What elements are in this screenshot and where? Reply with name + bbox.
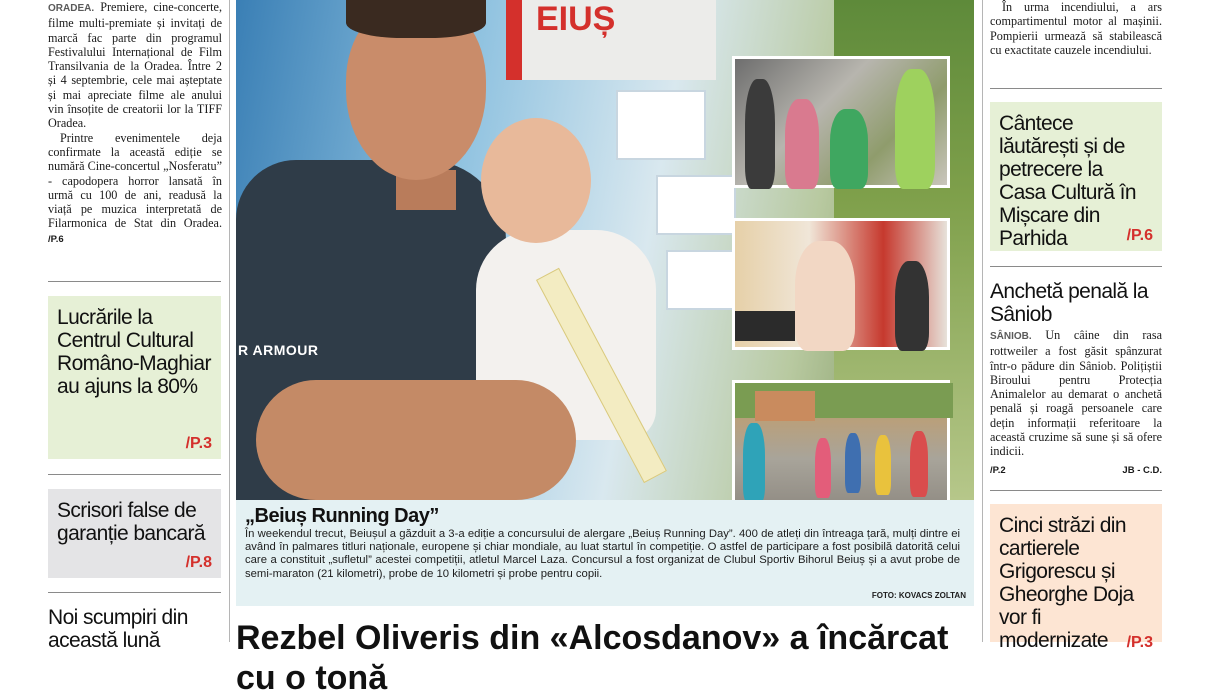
figure [795,241,855,351]
man-arm [256,380,576,500]
lead-paragraph-2 [48,131,222,247]
caption-title: „Beiuș Running Day” [245,505,439,527]
figure [815,438,831,498]
figure [875,435,891,495]
baby-face [481,118,591,243]
right-top-text: În urma incendiului, a ars compartimentul motor al mașinii. Pompierii urmează să stabilească cu exactitate cauzele incendiului. [990,0,1162,57]
house [755,391,815,421]
lead-paragraph-1 [48,0,222,131]
sponsor-board [656,175,736,235]
lead-page-ref[interactable]: /P.6 [48,233,64,245]
caption-body: În weekendul trecut, Beiușul a găzduit a 3-a ediție a concursului de alergare „Beiuș Running Day”. 400 de atleți din întreaga țară, mulți dintre ei având în palmares titluri naționale, europene și chiar mondiale, au luat startul în competiție. O astfel de participare a fost posibilă datorită celui care a constituit „sufletul” acestei competiții, atletul Marcel Laza. Concursul a fost organizat de Clubul Sportiv Bihorul Beiuș și a avut probe de semi-maraton (21 kilometri), probe de 10 kilometri și probe pentru copii. [245,528,960,580]
teaser-page-ref[interactable]: /P.3 [1126,634,1153,651]
divider [990,88,1162,89]
headline-price-increases[interactable]: Noi scumpiri din această lună [48,606,188,652]
teaser-box-bank-letters[interactable] [48,489,221,578]
story-headline[interactable]: Anchetă penală la Sâniob [990,280,1148,326]
divider [48,281,221,282]
lead-text-2: Printre evenimentele deja confirmate la această ediție se numără Cine-concertul „Nosferatu” - capodopera horror lansată în urmă cu 100 de ani, readusă la viață pe muzica interpretată de Filarmonica de Stat din Oradea. [48,130,222,231]
sponsor-board [666,250,736,310]
teaser-box-cultural-center[interactable] [48,296,221,459]
figure [785,99,819,189]
story-text: Un câine din rasa rottweiler a fost găsit spânzurat într-o pădure din Sâniob. Polițiștii Biroului pentru Protecția Animalelor au demarat o anchetă penală și roagă persoanele care dețin informații referitoare la această cruzime să sune și să ofere indicii. [990,328,1162,459]
figure [830,109,868,189]
column-separator [229,0,230,642]
photo-caption [236,500,974,606]
teaser-title: Lucrările la Centrul Cultural Româno-Maghiar au ajuns la 80% [57,306,211,398]
sponsor-board [616,90,706,160]
teaser-title: Scrisori false de garanție bancară [57,499,206,545]
inset-photo-kids-race[interactable] [732,380,950,513]
man-hair [346,0,486,38]
divider [48,592,221,593]
story-author: JB - C.D. [1122,465,1162,476]
bottom-headline[interactable]: Rezbel Oliveris din «Alcosdanov» a încărcat cu o tonă [236,619,949,697]
teaser-box-lautaresti[interactable] [990,102,1162,251]
teaser-page-ref[interactable]: /P.6 [1126,227,1153,244]
column-separator [982,0,983,642]
story-page-ref[interactable]: /P.2 [990,465,1006,476]
story-body [990,328,1162,459]
figure [845,433,861,493]
teaser-title: Cinci străzi din cartierele Grigorescu și Gheorghe Doja vor fi modernizate [999,514,1134,652]
photo-credit: FOTO: KOVACS ZOLTAN [871,591,966,600]
teaser-title: Cântece lăutărești și de petrecere la Casa Cultură în Mișcare din Parhida [999,112,1136,250]
shirt-logo: R ARMOUR [238,342,319,358]
story-kicker: SÂNIOB. [990,331,1032,342]
lead-article [48,0,222,247]
teaser-page-ref[interactable]: /P.8 [185,554,212,571]
lead-kicker: ORADEA. [48,3,95,14]
left-column [48,0,222,247]
inset-photo-finish-line[interactable] [732,218,950,350]
divider [48,474,221,475]
figure [895,261,929,351]
figure [895,69,935,189]
lead-text-1: Premiere, cine-concerte, filme multi-premiate și invitați de marcă fac parte din programul Festivalului Internațional de Film Transilvania de la Oradea. Între 2 și 4 septembrie, cele mai așteptate și mai apreciate filme ale anului vin însoțite de creatorii lor la TIFF Oradea. [48,0,222,131]
figure [910,431,928,497]
banner-strip [735,311,795,341]
teaser-page-ref[interactable]: /P.3 [185,435,212,452]
inset-photo-children-runners[interactable] [732,56,950,188]
divider [990,490,1162,491]
figure [745,79,775,189]
figure [743,423,765,503]
teaser-box-streets[interactable] [990,504,1162,652]
divider [990,266,1162,267]
story-byline [990,465,1162,476]
event-banner-text: EIUȘ [536,0,616,38]
right-top-article [990,0,1162,57]
